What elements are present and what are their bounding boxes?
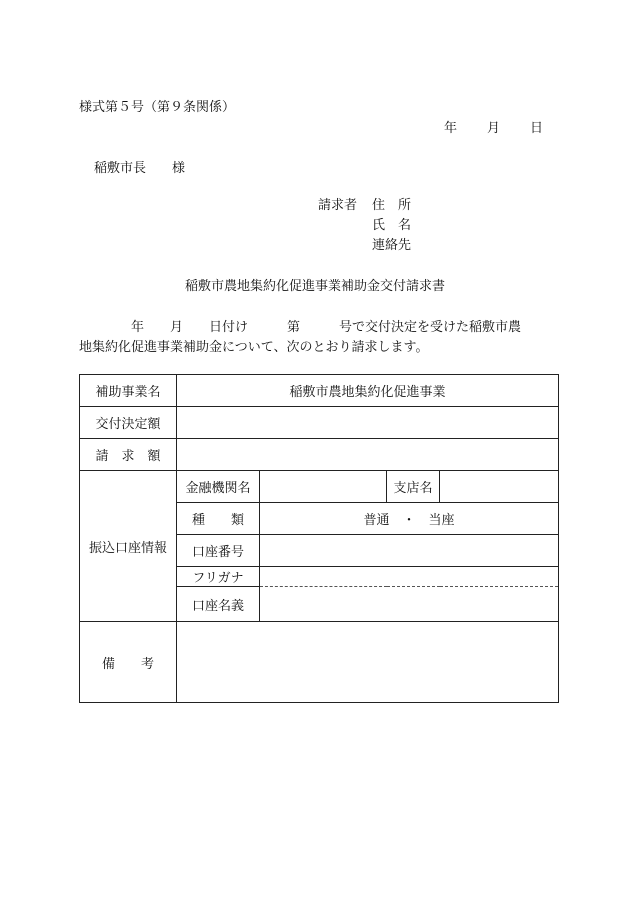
body-line-1: 年 月 日付け 第 号で交付決定を受けた稲敷市農 bbox=[79, 320, 522, 335]
row-bank bbox=[80, 471, 559, 503]
bank-value[interactable] bbox=[260, 471, 387, 503]
branch-value[interactable] bbox=[440, 471, 559, 503]
type-value[interactable]: 普通 ・ 当座 bbox=[260, 503, 559, 535]
furigana-value[interactable] bbox=[260, 567, 559, 587]
body-line-2: 地集約化促進事業補助金について、次のとおり請求します。 bbox=[79, 340, 429, 355]
claimant-contact-label: 連絡先 bbox=[372, 238, 412, 253]
account-no-value[interactable] bbox=[260, 535, 559, 567]
addressee: 稲敷市長 様 bbox=[94, 161, 186, 176]
document-body bbox=[79, 318, 559, 358]
date-line bbox=[444, 117, 543, 136]
project-label: 補助事業名 bbox=[80, 375, 177, 407]
claim-table bbox=[79, 374, 559, 703]
account-no-label: 口座番号 bbox=[177, 535, 260, 567]
claimant-name-label: 氏 名 bbox=[372, 218, 412, 233]
claimant-block bbox=[318, 196, 411, 256]
date-day: 日 bbox=[530, 121, 544, 136]
account-info-label: 振込口座情報 bbox=[80, 471, 177, 622]
furigana-label: フリガナ bbox=[177, 567, 260, 587]
claim-value[interactable] bbox=[177, 439, 559, 471]
holder-value[interactable] bbox=[260, 587, 559, 622]
remarks-value[interactable] bbox=[177, 622, 559, 703]
holder-label: 口座名義 bbox=[177, 587, 260, 622]
claimant-label: 請求者 bbox=[318, 198, 358, 213]
date-year: 年 bbox=[444, 121, 458, 136]
type-label: 種 類 bbox=[177, 503, 260, 535]
form-number: 様式第５号（第９条関係） bbox=[79, 100, 236, 115]
bank-label: 金融機関名 bbox=[177, 471, 260, 503]
decision-label: 交付決定額 bbox=[80, 407, 177, 439]
claimant-address-label: 住 所 bbox=[372, 198, 412, 213]
row-decision bbox=[80, 407, 559, 439]
decision-value[interactable] bbox=[177, 407, 559, 439]
project-value: 稲敷市農地集約化促進事業 bbox=[177, 375, 559, 407]
row-remarks bbox=[80, 622, 559, 703]
document-title: 稲敷市農地集約化促進事業補助金交付請求書 bbox=[184, 279, 445, 294]
row-claim bbox=[80, 439, 559, 471]
date-month: 月 bbox=[487, 121, 501, 136]
row-project bbox=[80, 375, 559, 407]
remarks-label: 備 考 bbox=[80, 622, 177, 703]
branch-label: 支店名 bbox=[387, 471, 440, 503]
claim-label: 請 求 額 bbox=[80, 439, 177, 471]
